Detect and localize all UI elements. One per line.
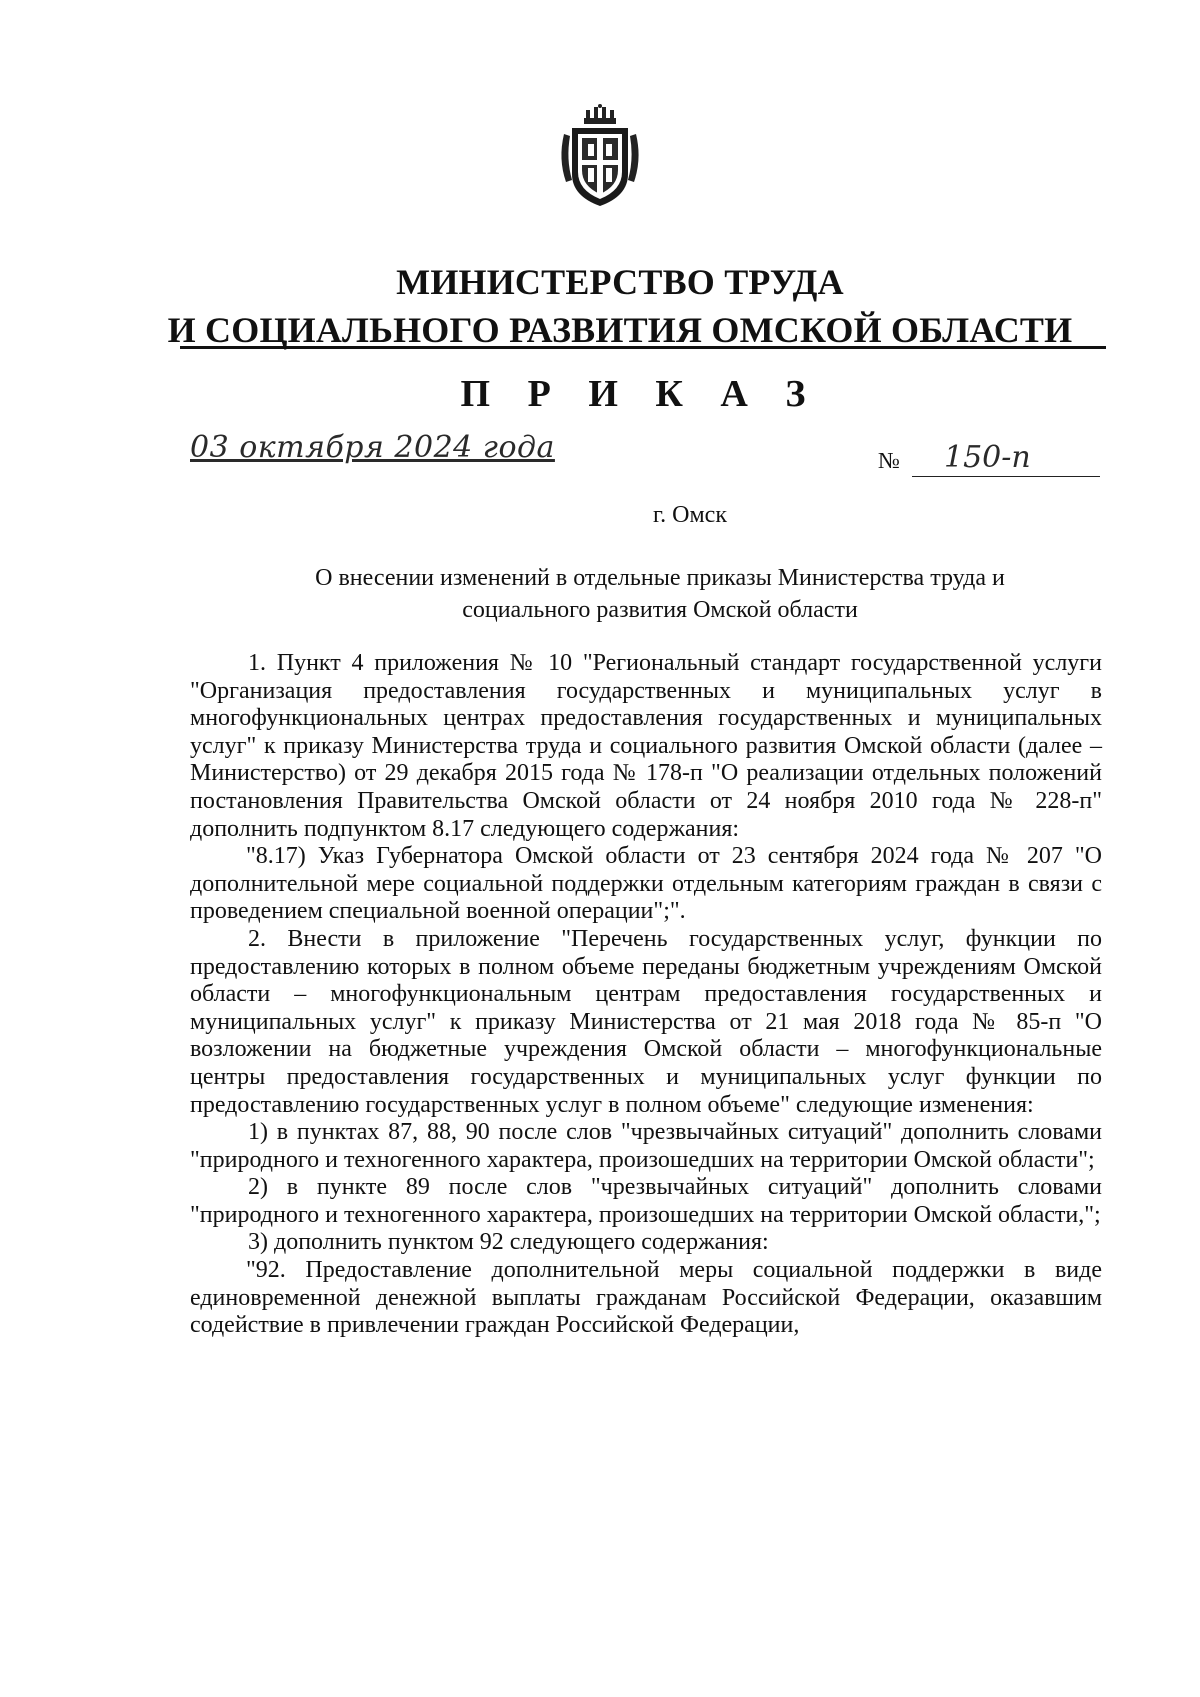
ministry-line-1: МИНИСТЕРСТВО ТРУДА [396, 262, 844, 302]
number-underline [912, 476, 1100, 477]
city-name: г. Омск [653, 502, 727, 528]
paragraph-2-item-2: 2) в пункте 89 после слов "чрезвычайных ситуаций" дополнить словами "природного и техногенного характера, произошедших на территории Омской области,"; [190, 1174, 1102, 1228]
document-subject: О внесении изменений в отдельные приказы Министерства труда и социального развития Омской области [315, 565, 1005, 623]
paragraph-quote-8-17: "8.17) Указ Губернатора Омской области от 23 сентября 2024 года № 207 "О дополнительной мере социальной поддержки отдельным категориям граждан в связи с проведением специальной военной операции";". [190, 843, 1102, 925]
ministry-name [160, 258, 1080, 354]
document-date: 03 октября 2024 года [190, 430, 555, 465]
paragraph-2-item-1: 1) в пунктах 87, 88, 90 после слов "чрезвычайных ситуаций" дополнить словами "природного и техногенного характера, произошедших на территории Омской области"; [190, 1119, 1102, 1173]
document-type-title: П Р И К А З [460, 373, 820, 415]
paragraph-1: 1. Пункт 4 приложения № 10 "Региональный стандарт государственной услуги "Организация предоставления государственных и муниципальных услуг в многофункциональных центрах предоставления государственных и муниципальных услуг" к приказу Министерства труда и социального развития Омской области (далее – Министерство) от 29 декабря 2015 года № 178-п "О реализации отдельных положений постановления Правительства Омской области от 24 ноября 2010 года № 228-п" дополнить подпунктом 8.17 следующего содержания: [190, 650, 1102, 842]
document-number: 150-п [944, 440, 1031, 475]
paragraph-2: 2. Внести в приложение "Перечень государственных услуг, функции по предоставлению которых в полном объеме переданы бюджетным учреждениям Омской области – многофункциональным центрам предоставления государственных и муниципальных услуг" к приказу Министерства от 21 мая 2018 года № 85-п "О возложении на бюджетные учреждения Омской области – многофункциональные центры предоставления государственных и муниципальных услуг функции по предоставлению государственных услуг в полном объеме" следующие изменения: [190, 925, 1102, 1118]
number-sign: № [878, 448, 900, 473]
header-rule [180, 346, 1106, 349]
document-body [190, 650, 1102, 1340]
paragraph-2-item-3: 3) дополнить пунктом 92 следующего содержания: [248, 1229, 769, 1256]
ministry-line-2: И СОЦИАЛЬНОГО РАЗВИТИЯ ОМСКОЙ ОБЛАСТИ [167, 310, 1073, 350]
coat-of-arms-icon [558, 104, 642, 210]
paragraph-quote-92: "92. Предоставление дополнительной меры социальной поддержки в виде единовременной денежной выплаты гражданам Российской Федерации, оказавшим содействие в привлечении граждан Российской Федерации, [190, 1257, 1102, 1339]
